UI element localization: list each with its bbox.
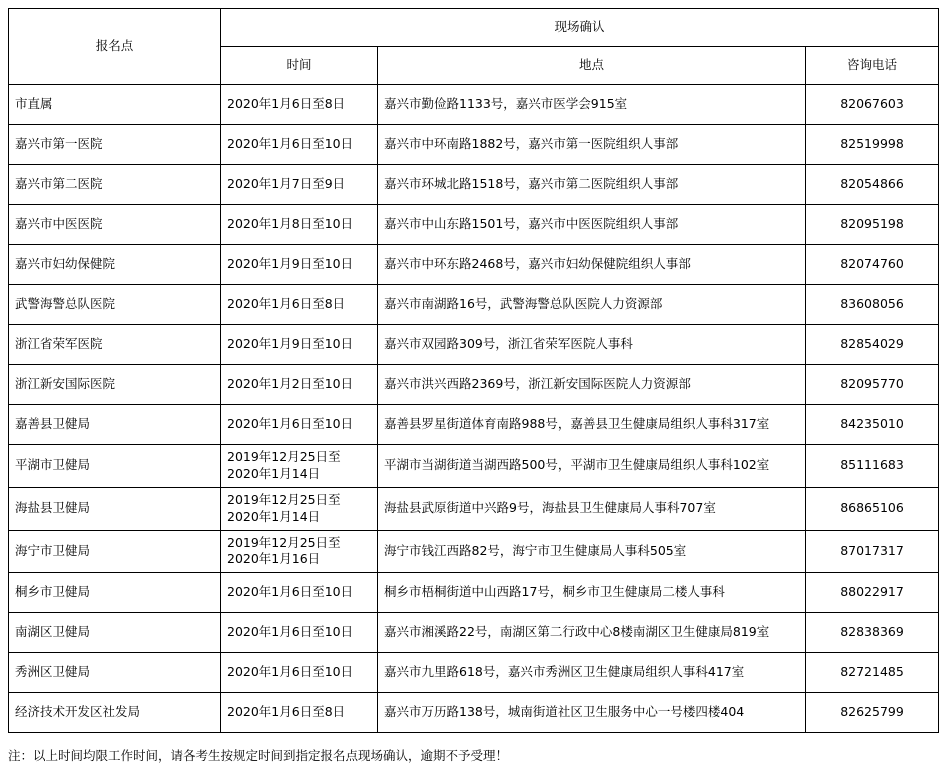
cell-phone: 86865106: [806, 487, 939, 530]
table-row: [9, 165, 939, 205]
cell-time: 2020年1月7日至9日: [221, 165, 378, 205]
cell-time: 2020年1月6日至10日: [221, 405, 378, 445]
cell-phone: 82854029: [806, 325, 939, 365]
cell-phone: 82067603: [806, 85, 939, 125]
cell-place: 嘉兴市环城北路1518号，嘉兴市第二医院组织人事部: [378, 165, 806, 205]
cell-place: 海宁市钱江西路82号，海宁市卫生健康局人事科505室: [378, 530, 806, 573]
cell-time: 2019年12月25日至2020年1月14日: [221, 487, 378, 530]
cell-phone: 84235010: [806, 405, 939, 445]
table-header: [9, 9, 939, 85]
footnote: 注：以上时间均限工作时间，请各考生按规定时间到指定报名点现场确认，逾期不予受理！: [8, 748, 509, 764]
cell-site: 市直属: [9, 85, 221, 125]
cell-place: 嘉兴市中环东路2468号，嘉兴市妇幼保健院组织人事部: [378, 245, 806, 285]
cell-time: 2020年1月6日至8日: [221, 85, 378, 125]
table-row: [9, 530, 939, 573]
cell-site: 秀洲区卫健局: [9, 653, 221, 693]
table-body: [9, 85, 939, 733]
table-row: [9, 85, 939, 125]
cell-site: 嘉兴市妇幼保健院: [9, 245, 221, 285]
cell-time: 2020年1月2日至10日: [221, 365, 378, 405]
table-row: [9, 285, 939, 325]
table-row: [9, 325, 939, 365]
cell-site: 嘉善县卫健局: [9, 405, 221, 445]
cell-time: 2020年1月6日至10日: [221, 653, 378, 693]
cell-phone: 82625799: [806, 693, 939, 733]
cell-place: 嘉兴市中山东路1501号，嘉兴市中医医院组织人事部: [378, 205, 806, 245]
cell-phone: 82095198: [806, 205, 939, 245]
cell-time: 2019年12月25日至2020年1月16日: [221, 530, 378, 573]
cell-time: 2020年1月6日至10日: [221, 613, 378, 653]
cell-phone: 82721485: [806, 653, 939, 693]
cell-place: 嘉兴市万历路138号，城南街道社区卫生服务中心一号楼四楼404: [378, 693, 806, 733]
table-row: [9, 245, 939, 285]
cell-phone: 83608056: [806, 285, 939, 325]
cell-place: 嘉兴市双园路309号，浙江省荣军医院人事科: [378, 325, 806, 365]
cell-place: 嘉兴市中环南路1882号，嘉兴市第一医院组织人事部: [378, 125, 806, 165]
column-header-confirm-group: 现场确认: [221, 9, 939, 47]
cell-time: 2019年12月25日至2020年1月14日: [221, 445, 378, 488]
cell-place: 平湖市当湖街道当湖西路500号，平湖市卫生健康局组织人事科102室: [378, 445, 806, 488]
cell-place: 桐乡市梧桐街道中山西路17号，桐乡市卫生健康局二楼人事科: [378, 573, 806, 613]
cell-phone: 88022917: [806, 573, 939, 613]
cell-place: 嘉兴市勤俭路1133号，嘉兴市医学会915室: [378, 85, 806, 125]
cell-place: 嘉善县罗星街道体育南路988号，嘉善县卫生健康局组织人事科317室: [378, 405, 806, 445]
cell-place: 嘉兴市南湖路16号，武警海警总队医院人力资源部: [378, 285, 806, 325]
cell-site: 武警海警总队医院: [9, 285, 221, 325]
cell-phone: 82074760: [806, 245, 939, 285]
table-row: [9, 573, 939, 613]
column-header-site: 报名点: [9, 9, 221, 85]
table-row: [9, 405, 939, 445]
column-header-place: 地点: [378, 47, 806, 85]
cell-site: 嘉兴市中医医院: [9, 205, 221, 245]
cell-site: 经济技术开发区社发局: [9, 693, 221, 733]
cell-site: 桐乡市卫健局: [9, 573, 221, 613]
table-row: [9, 205, 939, 245]
cell-phone: 82519998: [806, 125, 939, 165]
table-row: [9, 445, 939, 488]
cell-time: 2020年1月9日至10日: [221, 325, 378, 365]
table-row: [9, 125, 939, 165]
cell-time: 2020年1月6日至10日: [221, 573, 378, 613]
cell-phone: 82054866: [806, 165, 939, 205]
cell-time: 2020年1月8日至10日: [221, 205, 378, 245]
table-row: [9, 653, 939, 693]
cell-site: 海宁市卫健局: [9, 530, 221, 573]
column-header-time: 时间: [221, 47, 378, 85]
cell-site: 平湖市卫健局: [9, 445, 221, 488]
cell-phone: 82838369: [806, 613, 939, 653]
table-row: [9, 613, 939, 653]
cell-time: 2020年1月6日至8日: [221, 693, 378, 733]
cell-site: 南湖区卫健局: [9, 613, 221, 653]
registration-sites-table: [8, 8, 939, 733]
cell-place: 嘉兴市九里路618号，嘉兴市秀洲区卫生健康局组织人事科417室: [378, 653, 806, 693]
table-row: [9, 365, 939, 405]
cell-site: 浙江省荣军医院: [9, 325, 221, 365]
cell-time: 2020年1月6日至10日: [221, 125, 378, 165]
cell-phone: 87017317: [806, 530, 939, 573]
cell-site: 浙江新安国际医院: [9, 365, 221, 405]
cell-site: 海盐县卫健局: [9, 487, 221, 530]
table-header-row-1: [9, 9, 939, 47]
cell-phone: 85111683: [806, 445, 939, 488]
cell-time: 2020年1月6日至8日: [221, 285, 378, 325]
cell-site: 嘉兴市第一医院: [9, 125, 221, 165]
cell-site: 嘉兴市第二医院: [9, 165, 221, 205]
cell-phone: 82095770: [806, 365, 939, 405]
cell-place: 嘉兴市湘溪路22号，南湖区第二行政中心8楼南湖区卫生健康局819室: [378, 613, 806, 653]
cell-place: 嘉兴市洪兴西路2369号，浙江新安国际医院人力资源部: [378, 365, 806, 405]
column-header-phone: 咨询电话: [806, 47, 939, 85]
table-row: [9, 487, 939, 530]
cell-time: 2020年1月9日至10日: [221, 245, 378, 285]
table-row: [9, 693, 939, 733]
cell-place: 海盐县武原街道中兴路9号，海盐县卫生健康局人事科707室: [378, 487, 806, 530]
